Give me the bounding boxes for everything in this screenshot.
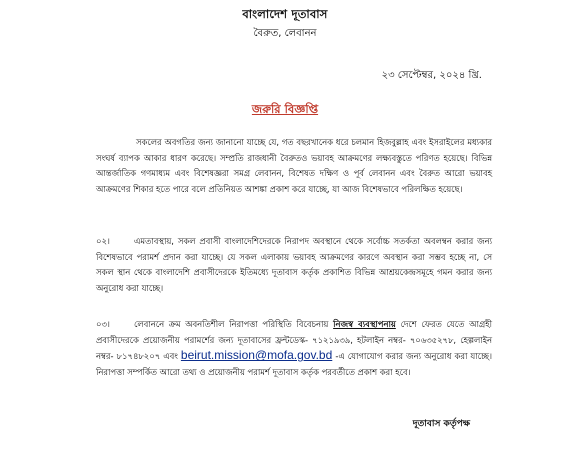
embassy-email-link[interactable]: beirut.mission@mofa.gov.bd [180,348,333,363]
signature: দূতাবাস কর্তৃপক্ষ [412,419,470,429]
embassy-location: বৈরুত, লেবানন [253,28,317,39]
paragraph-2-text: এমতাবস্থায়, সকল প্রবাসী বাংলাদেশিদেরকে নিরাপদ অবস্থানে থেকে সর্বোচ্চ সতর্কতা অবলম্বন করার জন্য বিশেষভাবে পরামর্শ প্রদান করা যাচ্ছে। যে সকল এলাকায় ভয়াবহ আক্রমণের কারণে অবস্থান করা সম্ভব হচ্ছে না, সে সকল স্থান থেকে বাংলাদেশি প্রবাসীদেরকে ইতিমধ্যে দূতাবাস কর্তৃক প্রকাশিত বিভিন্ন আশ্রয়কেন্দ্রসমূহে গমন করার জন্য অনুরোধ করা যাচ্ছে। [96,236,492,293]
paragraph-3-bold-phrase: নিজস্ব ব্যবস্থাপনায় [333,319,396,329]
paragraph-1: সকলের অবগতির জন্য জানানো যাচ্ছে যে, গত বছরখানেক ধরে চলমান হিজবুল্লাহ এবং ইসরাইলের মধ্যকার সংঘর্ষ ব্যাপক আকার ধারণ করেছে। সম্প্রতি রাজধানী বৈরুতও ভয়াবহ আক্রমণের লক্ষ্যবস্তুতে পরিণত হয়েছে। বিভিন্ন আন্তর্জাতিক গণমাধ্যম এবং বিশেষজ্ঞরা সমগ্র লেবানন, বিশেষত দক্ষিণ ও পূর্ব লেবানন এবং বৈরুত আরো ভয়াবহ আক্রমণের শিকার হতে পারে বলে প্রতিনিয়ত আশঙ্কা প্রকাশ করে যাচ্ছে, যা আজ বিশেষভাবে পরিলক্ষিত হয়েছে। [96,137,492,194]
paragraph-3-text-c: -এ যোগাযোগ করার জন্য অনুরোধ করা যাচ্ছে। নিরাপত্তা সম্পর্কিত আরো তথ্য ও প্রয়োজনীয় পরামর্শ দূতাবাস কর্তৃক পরবর্তীতে প্রকাশ করা হবে। [96,351,492,377]
notice-date: ২৩ সেপ্টেম্বর, ২০২৪ খ্রি. [381,70,482,81]
notice-heading: জরুরি বিজ্ঞপ্তি [251,102,319,116]
paragraph-3-text-a: লেবাননে ক্রম অবনতিশীল নিরাপত্তা পরিস্থিতি বিবেচনায় [134,319,329,329]
paragraph-3-text-b: দেশে ফেরত যেতে আগ্রহী প্রবাসীদেরকে প্রয়োজনীয় পরামর্শের জন্য দূতাবাসের ফ্রন্টডেস্ক- ৭১২১৯৩৯, হটলাইন নম্বর- ৭০৬৩৫২৭৮, হেল্পলাইন নম্বর- ৮১৭৪৮২০৭ এবং [96,319,492,362]
embassy-title: বাংলাদেশ দূতাবাস [242,7,328,21]
paragraph-2-number: ০২। [96,236,110,246]
paragraph-2 [96,234,492,296]
paragraph-3 [96,317,492,380]
paragraph-3-number: ০৩। [96,319,110,329]
